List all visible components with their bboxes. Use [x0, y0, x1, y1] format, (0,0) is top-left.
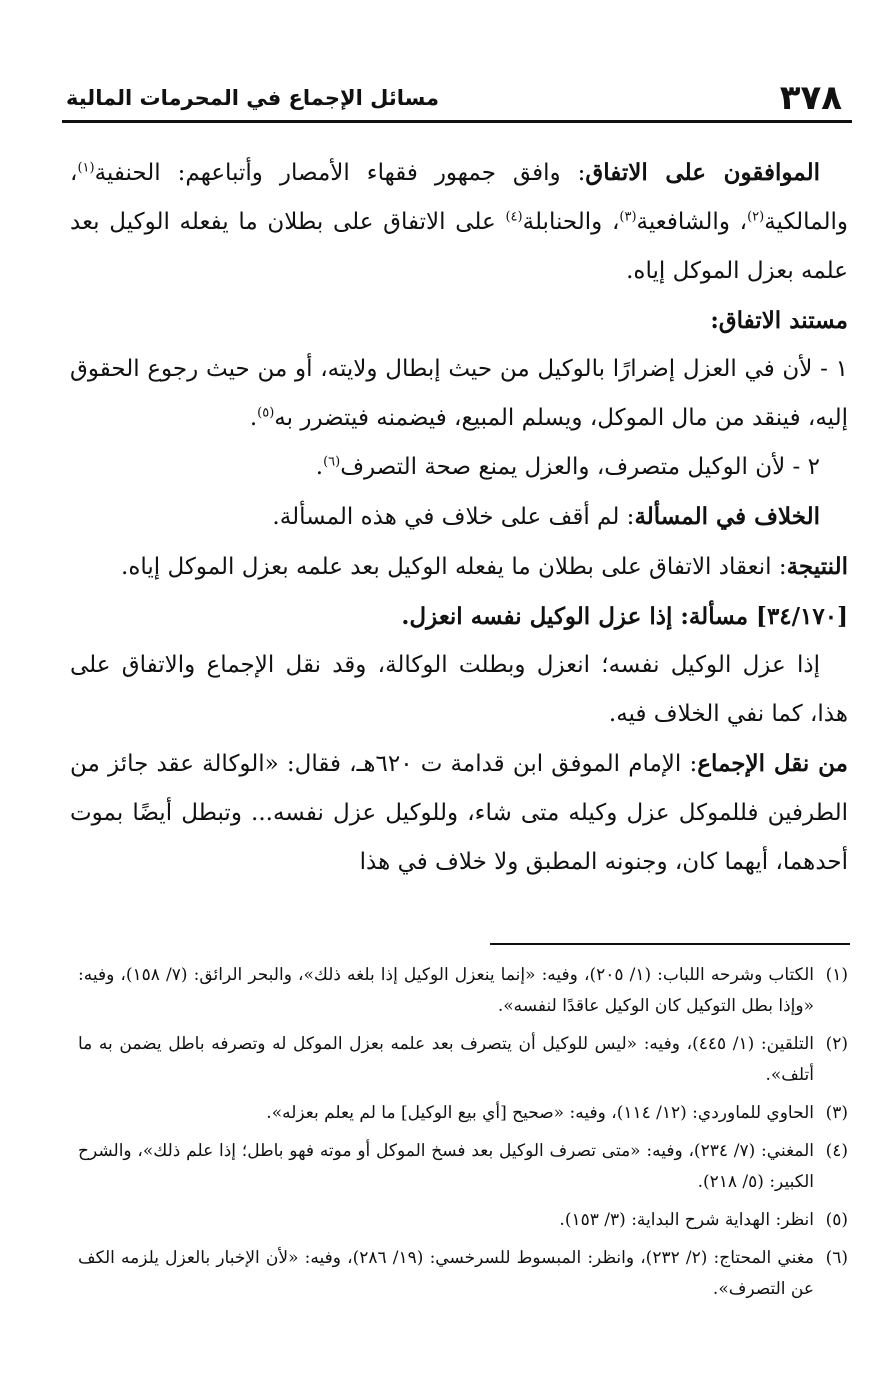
- footnote-ref: (٥): [257, 405, 275, 421]
- heading-basis: مستند الاتفاق:: [710, 307, 848, 334]
- section-lead: النتيجة: [786, 553, 848, 580]
- footnote: (٢) التلقين: (١/ ٤٤٥)، وفيه: «ليس للوكيل أن يتصرف بعد علمه بعزل الموكل له وتصرفه باطل يضمن به ما أتلف».: [78, 1029, 848, 1091]
- footnote-number: (٥): [825, 1210, 848, 1230]
- footnote-ref: (٤): [505, 209, 523, 225]
- page-number: ٣٧٨: [779, 78, 842, 118]
- footnote-ref: (٢): [747, 209, 765, 225]
- paragraph-agreeing-scholars: الموافقون على الاتفاق: وافق جمهور فقهاء الأمصار وأتباعهم: الحنفية$^{(١)}$، والمالكية$^{(٢)}$، والشافعية$^{(٣)}$، والحنابلة$^{(٤)}$ على الاتفاق على بطلان ما يفعله الوكيل بعد علمه بعزل الموكل إياه.: [70, 159, 848, 284]
- section-lead: من نقل الإجماع: [697, 750, 848, 777]
- footnote-ref: (٦): [323, 454, 341, 470]
- footnote-number: (٣): [825, 1103, 848, 1123]
- footnote-number: (٤): [825, 1141, 848, 1161]
- footnote-number: (٢): [825, 1034, 848, 1054]
- footnote-rule: [490, 943, 850, 945]
- footnote-ref: (١): [77, 160, 95, 176]
- footnote: (١) الكتاب وشرحه اللباب: (١/ ٢٠٥)، وفيه: «إنما ينعزل الوكيل إذا بلغه ذلك»، والبحر الرائق: (٧/ ١٥٨)، وفيه: «وإذا بطل التوكيل كان الوكيل عاقدًا لنفسه».: [78, 960, 848, 1022]
- main-text: [70, 148, 848, 887]
- page-header: [62, 76, 848, 126]
- footnote: (٥) انظر: الهداية شرح البداية: (٣/ ١٥٣).: [78, 1205, 848, 1236]
- paragraph-issue-body: إذا عزل الوكيل نفسه؛ انعزل وبطلت الوكالة، وقد نقل الإجماع والاتفاق على هذا، كما نفي الخلاف فيه.: [70, 652, 848, 727]
- footnote-ref: (٣): [619, 209, 637, 225]
- paragraph-result: النتيجة: انعقاد الاتفاق على بطلان ما يفعله الوكيل بعد علمه بعزل الموكل إياه.: [121, 553, 848, 580]
- footnote: (٣) الحاوي للماوردي: (١٢/ ١١٤)، وفيه: «صحيح [أي بيع الوكيل] ما لم يعلم بعزله».: [78, 1098, 848, 1129]
- paragraph-consensus-source: من نقل الإجماع: الإمام الموفق ابن قدامة ت ٦٢٠هـ، فقال: «الوكالة عقد جائز من الطرفين فللموكل عزل وكيله متى شاء، وللوكيل عزل نفسه... وتبطل أيضًا بموت أحدهما، أيهما كان، وجنونه المطبق ولا خلاف في هذا: [70, 750, 848, 875]
- footnote-number: (١): [825, 965, 848, 985]
- footnote: (٦) مغني المحتاج: (٢/ ٢٣٢)، وانظر: المبسوط للسرخسي: (١٩/ ٢٨٦)، وفيه: «لأن الإخبار بالعزل يلزمه الكف عن التصرف».: [78, 1243, 848, 1305]
- running-title: مسائل الإجماع في المحرمات المالية: [66, 86, 439, 110]
- section-lead: الخلاف في المسألة: [634, 503, 820, 530]
- paragraph-disagreement: الخلاف في المسألة: لم أقف على خلاف في هذه المسألة.: [272, 503, 820, 530]
- paragraph-reason-2: ٢ - لأن الوكيل متصرف، والعزل يمنع صحة التصرف$^{(٦)}$.: [315, 454, 820, 480]
- footnote: (٤) المغني: (٧/ ٢٣٤)، وفيه: «متى تصرف الوكيل بعد فسخ الموكل أو موته فهو باطل؛ إذا علم ذلك»، والشرح الكبير: (٥/ ٢١٨).: [78, 1136, 848, 1198]
- paragraph-reason-1: ١ - لأن في العزل إضرارًا بالوكيل من حيث إبطال ولايته، أو من حيث رجوع الحقوق إليه، فينقد من مال الموكل، ويسلم المبيع، فيضمنه فيتضرر به$^{(٥)}$.: [70, 356, 848, 431]
- footnotes: [78, 960, 848, 1312]
- header-rule: [62, 120, 852, 123]
- issue-heading: [٣٤/١٧٠] مسألة: إذا عزل الوكيل نفسه انعزل.: [401, 603, 848, 630]
- section-lead: الموافقون على الاتفاق: [585, 159, 820, 186]
- footnote-number: (٦): [825, 1248, 848, 1268]
- issue-number: [٣٤/١٧٠]: [756, 603, 848, 630]
